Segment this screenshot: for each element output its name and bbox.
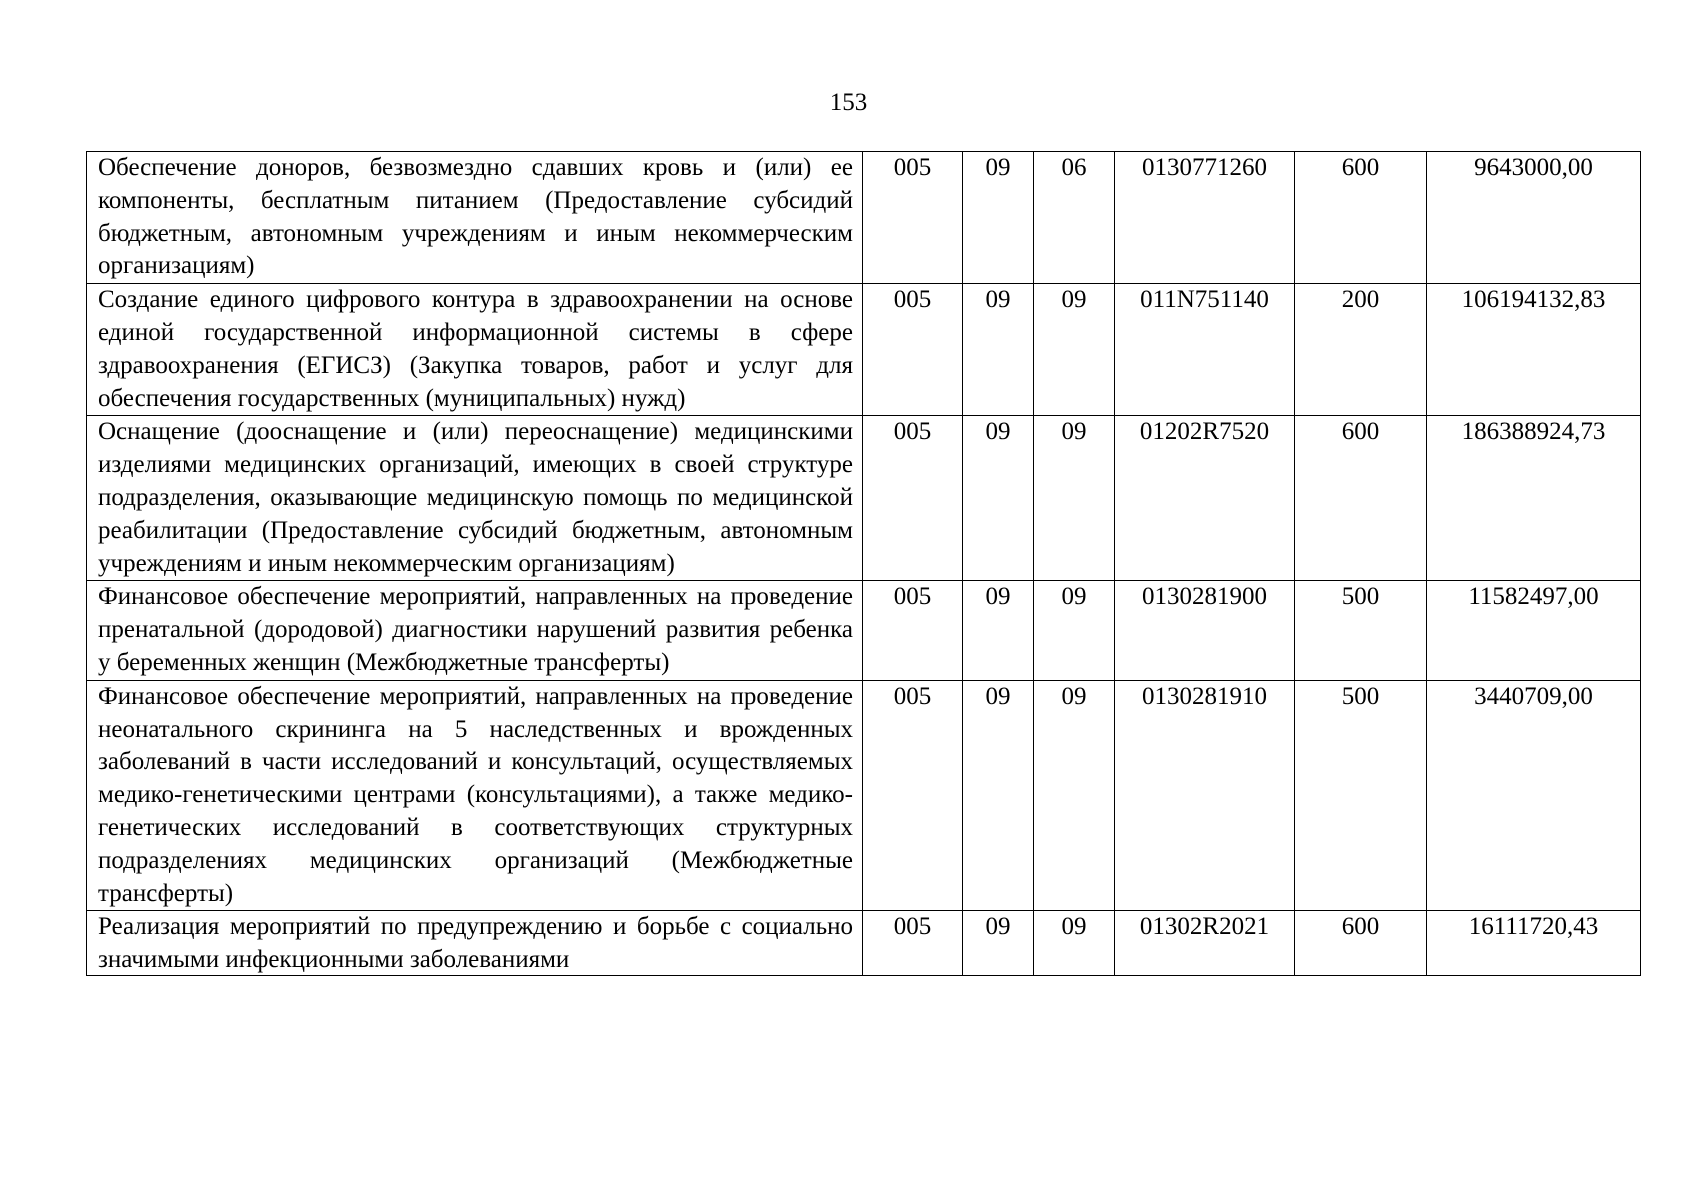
- target-article-code: 011N751140: [1115, 284, 1295, 416]
- target-article-code: 0130281910: [1115, 680, 1295, 911]
- amount: 186388924,73: [1427, 416, 1641, 581]
- section-code: 09: [963, 152, 1034, 284]
- target-article-code: 01202R7520: [1115, 416, 1295, 581]
- ministry-code: 005: [863, 284, 963, 416]
- subsection-code: 06: [1034, 152, 1115, 284]
- subsection-code: 09: [1034, 284, 1115, 416]
- subsection-code: 09: [1034, 416, 1115, 581]
- amount: 11582497,00: [1427, 581, 1641, 680]
- budget-table: [86, 151, 1641, 976]
- ministry-code: 005: [863, 581, 963, 680]
- section-code: 09: [963, 680, 1034, 911]
- amount: 16111720,43: [1427, 911, 1641, 976]
- amount: 9643000,00: [1427, 152, 1641, 284]
- ministry-code: 005: [863, 680, 963, 911]
- target-article-code: 0130771260: [1115, 152, 1295, 284]
- table-row: [87, 416, 1641, 581]
- expense-type-code: 200: [1295, 284, 1427, 416]
- expense-type-code: 500: [1295, 680, 1427, 911]
- amount: 3440709,00: [1427, 680, 1641, 911]
- subsection-code: 09: [1034, 911, 1115, 976]
- ministry-code: 005: [863, 911, 963, 976]
- table-row: [87, 581, 1641, 680]
- table-row: [87, 152, 1641, 284]
- row-description: Реализация мероприятий по предупреждению и борьбе с социально значимыми инфекционными заболеваниями: [98, 913, 853, 974]
- row-description-cell: [87, 911, 863, 976]
- table-row: [87, 680, 1641, 911]
- expense-type-code: 500: [1295, 581, 1427, 680]
- table-row: [87, 911, 1641, 976]
- section-code: 09: [963, 581, 1034, 680]
- table-row: [87, 284, 1641, 416]
- expense-type-code: 600: [1295, 152, 1427, 284]
- subsection-code: 09: [1034, 680, 1115, 911]
- section-code: 09: [963, 284, 1034, 416]
- row-description: Оснащение (дооснащение и (или) переоснащение) медицинскими изделиями медицинских организаций, имеющих в своей структуре подразделения, оказывающие медицинскую помощь по медицинской реабилитации (Предоставление субсидий бюджетным, автономным учреждениям и иным некоммерческим организациям): [87, 416, 863, 581]
- ministry-code: 005: [863, 152, 963, 284]
- row-description: Финансовое обеспечение мероприятий, направленных на проведение неонатального скрининга на 5 наследственных и врожденных заболеваний в части исследований и консультаций, осуществляемых медико-генетическими центрами (консультациями), а также медико-генетических исследований в соответствующих структурных подразделениях медицинских организаций (Межбюджетные трансферты): [87, 680, 863, 911]
- subsection-code: 09: [1034, 581, 1115, 680]
- target-article-code: 0130281900: [1115, 581, 1295, 680]
- row-description: Финансовое обеспечение мероприятий, направленных на проведение пренатальной (дородовой) диагностики нарушений развития ребенка у беременных женщин (Межбюджетные трансферты): [87, 581, 863, 680]
- row-description: Обеспечение доноров, безвозмездно сдавших кровь и (или) ее компоненты, бесплатным питанием (Предоставление субсидий бюджетным, автономным учреждениям и иным некоммерческим организациям): [87, 152, 863, 284]
- section-code: 09: [963, 416, 1034, 581]
- ministry-code: 005: [863, 416, 963, 581]
- row-description: Создание единого цифрового контура в здравоохранении на основе единой государственной информационной системы в сфере здравоохранения (ЕГИСЗ) (Закупка товаров, работ и услуг для обеспечения государственных (муниципальных) нужд): [87, 284, 863, 416]
- expense-type-code: 600: [1295, 911, 1427, 976]
- page-number: 153: [829, 89, 868, 116]
- amount: 106194132,83: [1427, 284, 1641, 416]
- expense-type-code: 600: [1295, 416, 1427, 581]
- section-code: 09: [963, 911, 1034, 976]
- target-article-code: 01302R2021: [1115, 911, 1295, 976]
